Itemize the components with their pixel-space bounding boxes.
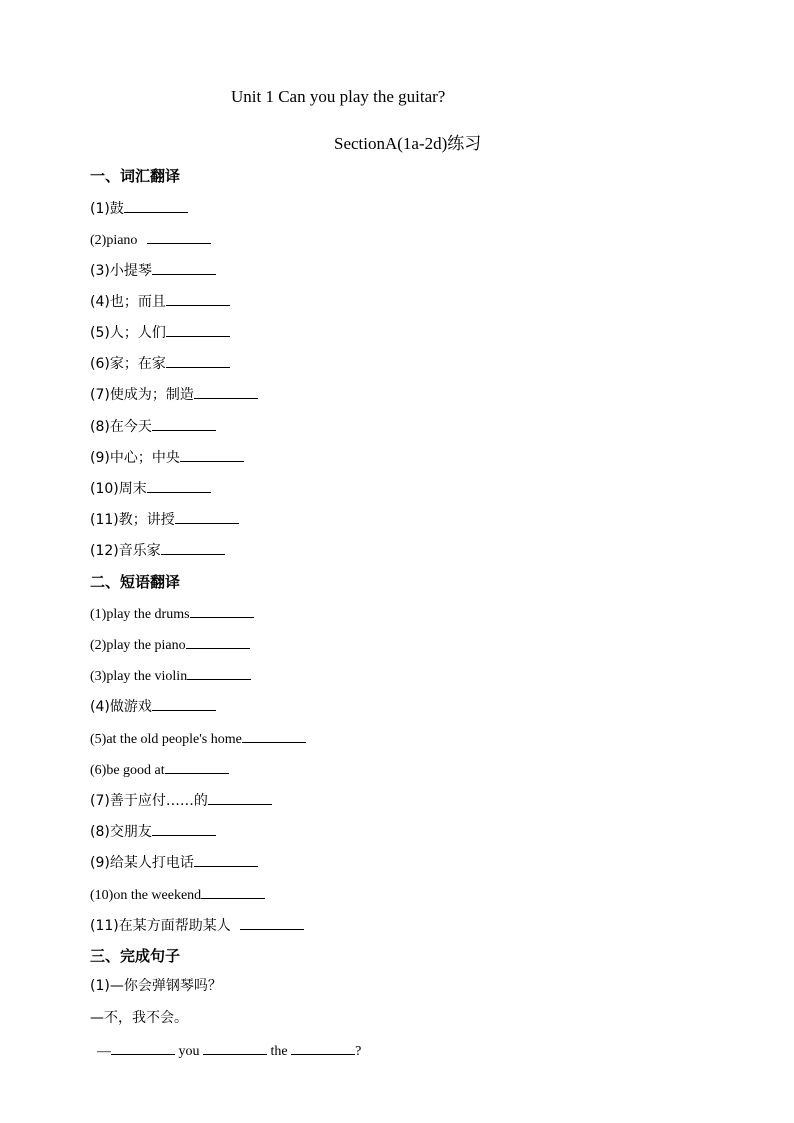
- answer-blank[interactable]: [208, 790, 272, 805]
- vocab-item: (8)在今天: [90, 416, 216, 437]
- phrase-item: (9)给某人打电话: [90, 852, 258, 873]
- sentence-prompt: (1)—你会弹钢琴吗？: [90, 978, 222, 994]
- answer-blank[interactable]: [194, 852, 258, 867]
- phrase-item: (2)play the piano: [90, 634, 250, 655]
- section-heading-sentences: 三、完成句子: [90, 947, 181, 965]
- phrase-item: (4)做游戏: [90, 696, 216, 717]
- vocab-item: (1)鼓: [90, 198, 188, 219]
- answer-blank[interactable]: [180, 447, 244, 462]
- answer-blank[interactable]: [166, 291, 230, 306]
- vocab-item: (6)家；在家: [90, 353, 230, 374]
- answer-blank[interactable]: [175, 509, 239, 524]
- phrase-item: (11)在某方面帮助某人: [90, 915, 304, 936]
- section-heading-vocabulary: 一、词汇翻译: [90, 167, 181, 185]
- vocab-item: (2)piano: [90, 229, 211, 250]
- answer-blank[interactable]: [111, 1040, 175, 1055]
- phrase-item: (3)play the violin: [90, 665, 251, 686]
- answer-blank[interactable]: [291, 1040, 355, 1055]
- phrase-item: (10)on the weekend: [90, 884, 265, 905]
- vocab-item: (7)使成为；制造: [90, 384, 258, 405]
- answer-blank[interactable]: [186, 634, 250, 649]
- answer-blank[interactable]: [147, 478, 211, 493]
- answer-blank[interactable]: [166, 322, 230, 337]
- answer-blank[interactable]: [166, 353, 230, 368]
- answer-blank[interactable]: [152, 821, 216, 836]
- section-heading-phrases: 二、短语翻译: [90, 573, 181, 591]
- answer-blank[interactable]: [242, 728, 306, 743]
- worksheet-subtitle: SectionA(1a-2d)练习: [334, 134, 482, 153]
- phrase-item: (8)交朋友: [90, 821, 216, 842]
- vocab-item: (12)音乐家: [90, 540, 225, 561]
- vocab-item: (4)也；而且: [90, 291, 230, 312]
- vocab-item: (10)周末: [90, 478, 211, 499]
- answer-blank[interactable]: [152, 260, 216, 275]
- sentence-answer-line: — you the ?: [97, 1040, 361, 1061]
- phrase-item: (1)play the drums: [90, 603, 254, 624]
- worksheet-title: Unit 1 Can you play the guitar?: [231, 87, 446, 106]
- vocab-item: (5)人；人们: [90, 322, 230, 343]
- answer-blank[interactable]: [152, 416, 216, 431]
- answer-blank[interactable]: [190, 603, 254, 618]
- vocab-item: (11)教；讲授: [90, 509, 239, 530]
- answer-blank[interactable]: [194, 384, 258, 399]
- vocab-item: (9)中心；中央: [90, 447, 244, 468]
- answer-blank[interactable]: [165, 759, 229, 774]
- answer-blank[interactable]: [240, 915, 304, 930]
- answer-blank[interactable]: [161, 540, 225, 555]
- phrase-item: (5)at the old people's home: [90, 728, 306, 749]
- answer-blank[interactable]: [152, 696, 216, 711]
- answer-blank[interactable]: [147, 229, 211, 244]
- answer-blank[interactable]: [124, 198, 188, 213]
- answer-blank[interactable]: [187, 665, 251, 680]
- sentence-response: —不，我不会。: [90, 1010, 188, 1026]
- phrase-item: (7)善于应付……的: [90, 790, 272, 811]
- answer-blank[interactable]: [203, 1040, 267, 1055]
- vocab-item: (3)小提琴: [90, 260, 216, 281]
- answer-blank[interactable]: [201, 884, 265, 899]
- phrase-item: (6)be good at: [90, 759, 229, 780]
